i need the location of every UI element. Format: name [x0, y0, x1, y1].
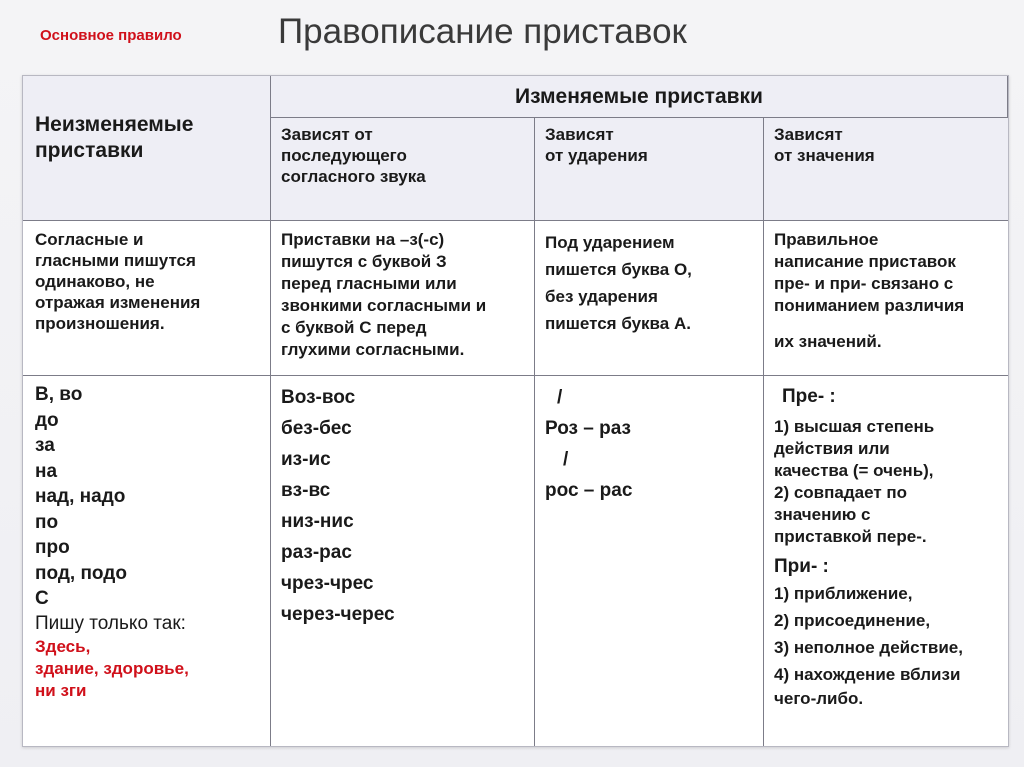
meaning-item: качества (= очень), [774, 461, 934, 480]
examples-unchangeable [23, 376, 271, 746]
prefix-pair: чрез-чрес [281, 573, 374, 594]
prefix-example: до [35, 409, 59, 431]
prefix-example: про [35, 537, 70, 558]
prefix-example: В, во [35, 384, 83, 405]
subheader-meaning [764, 118, 1008, 221]
subheader-consonant [271, 118, 535, 221]
prefix-pair: Воз-вос [281, 387, 356, 408]
rule-line: пишутся с буквой З [281, 252, 447, 271]
meaning-item: 4) нахождение вблизи [774, 665, 961, 684]
pri-label: При- : [774, 556, 829, 577]
rule-line: с буквой С перед [281, 318, 427, 337]
rule-line: пре- и при- связано с [774, 274, 954, 293]
changeable-header [271, 76, 1008, 118]
stress-mark: / [563, 449, 569, 470]
prefix-example: на [35, 460, 58, 482]
subheader-line: согласного звука [281, 167, 426, 186]
rule-stress [535, 221, 764, 376]
examples-stress [535, 376, 764, 746]
meaning-item: чего-либо. [774, 689, 864, 708]
prefix-table [22, 75, 1009, 747]
exception-word: Здесь, [35, 636, 91, 656]
rule-line: отражая изменения [35, 293, 201, 312]
unchangeable-header [23, 76, 271, 221]
prefix-pair: рос – рас [545, 480, 633, 501]
rule-line: Правильное [774, 230, 879, 249]
subheader-line: Зависят [545, 125, 614, 144]
rule-unchangeable [23, 221, 271, 376]
rule-line: написание приставок [774, 252, 956, 271]
rule-line: пишется буква О, [545, 260, 692, 279]
unchangeable-header-line: Неизменяемые [35, 113, 194, 136]
rule-line: перед гласными или [281, 274, 457, 293]
subheader-line: Зависят [774, 125, 843, 144]
exception-word: здание, здоровье, [35, 658, 189, 678]
examples-meaning [764, 376, 1008, 746]
rule-meaning [764, 221, 1008, 376]
only-this-way-label: Пишу только так: [35, 612, 186, 634]
subheader-line: от значения [774, 146, 875, 165]
rule-consonant [271, 221, 535, 376]
unchangeable-header-line: приставки [35, 139, 144, 162]
rule-line: без ударения [545, 287, 658, 306]
prefix-example: за [35, 435, 55, 456]
meaning-item: приставкой пере-. [774, 527, 927, 546]
rule-line: Приставки на –з(-с) [281, 230, 445, 249]
prefix-pair: без-бес [281, 418, 352, 439]
prefix-pair: вз-вс [281, 480, 331, 501]
prefix-example: С [35, 588, 49, 609]
subheader-line: Зависят от [281, 125, 373, 144]
prefix-pair: через-черес [281, 604, 395, 625]
subheader-line: от ударения [545, 146, 648, 165]
meaning-item: 3) неполное действие, [774, 638, 963, 657]
rule-line: пониманием различия [774, 296, 965, 315]
prefix-example: по [35, 511, 59, 533]
prefix-pair: из-ис [281, 449, 331, 470]
changeable-header-text: Изменяемые приставки [515, 85, 763, 108]
rule-line: одинаково, не [35, 272, 155, 291]
rule-line: глухими согласными. [281, 340, 465, 359]
meaning-item: 1) высшая степень [774, 417, 935, 436]
prefix-example: под, подо [35, 562, 127, 584]
examples-consonant [271, 376, 535, 746]
rule-line: гласными пишутся [35, 251, 196, 270]
meaning-item: действия или [774, 439, 890, 458]
subheader-line: последующего [281, 146, 407, 165]
pre-label: Пре- : [782, 386, 836, 407]
prefix-example: над, надо [35, 486, 126, 507]
rule-line: звонкими согласными и [281, 296, 487, 315]
meaning-item: 1) приближение, [774, 584, 913, 603]
rule-line: их значений. [774, 332, 882, 351]
rule-line: Под ударением [545, 233, 675, 252]
meaning-item: значению с [774, 505, 871, 524]
prefix-pair: Роз – раз [545, 418, 631, 439]
rule-line: пишется буква А. [545, 314, 691, 333]
meaning-item: 2) присоединение, [774, 611, 931, 630]
subheader-stress [535, 118, 764, 221]
rule-line: Согласные и [35, 230, 144, 249]
page-title: Правописание приставок [278, 12, 687, 51]
prefix-pair: раз-рас [281, 542, 352, 563]
exception-word: ни зги [35, 680, 87, 700]
prefix-pair: низ-нис [281, 511, 354, 532]
meaning-item: 2) совпадает по [774, 483, 908, 502]
stress-mark: / [557, 387, 563, 408]
rule-label: Основное правило [40, 27, 182, 44]
rule-line: произношения. [35, 314, 165, 333]
